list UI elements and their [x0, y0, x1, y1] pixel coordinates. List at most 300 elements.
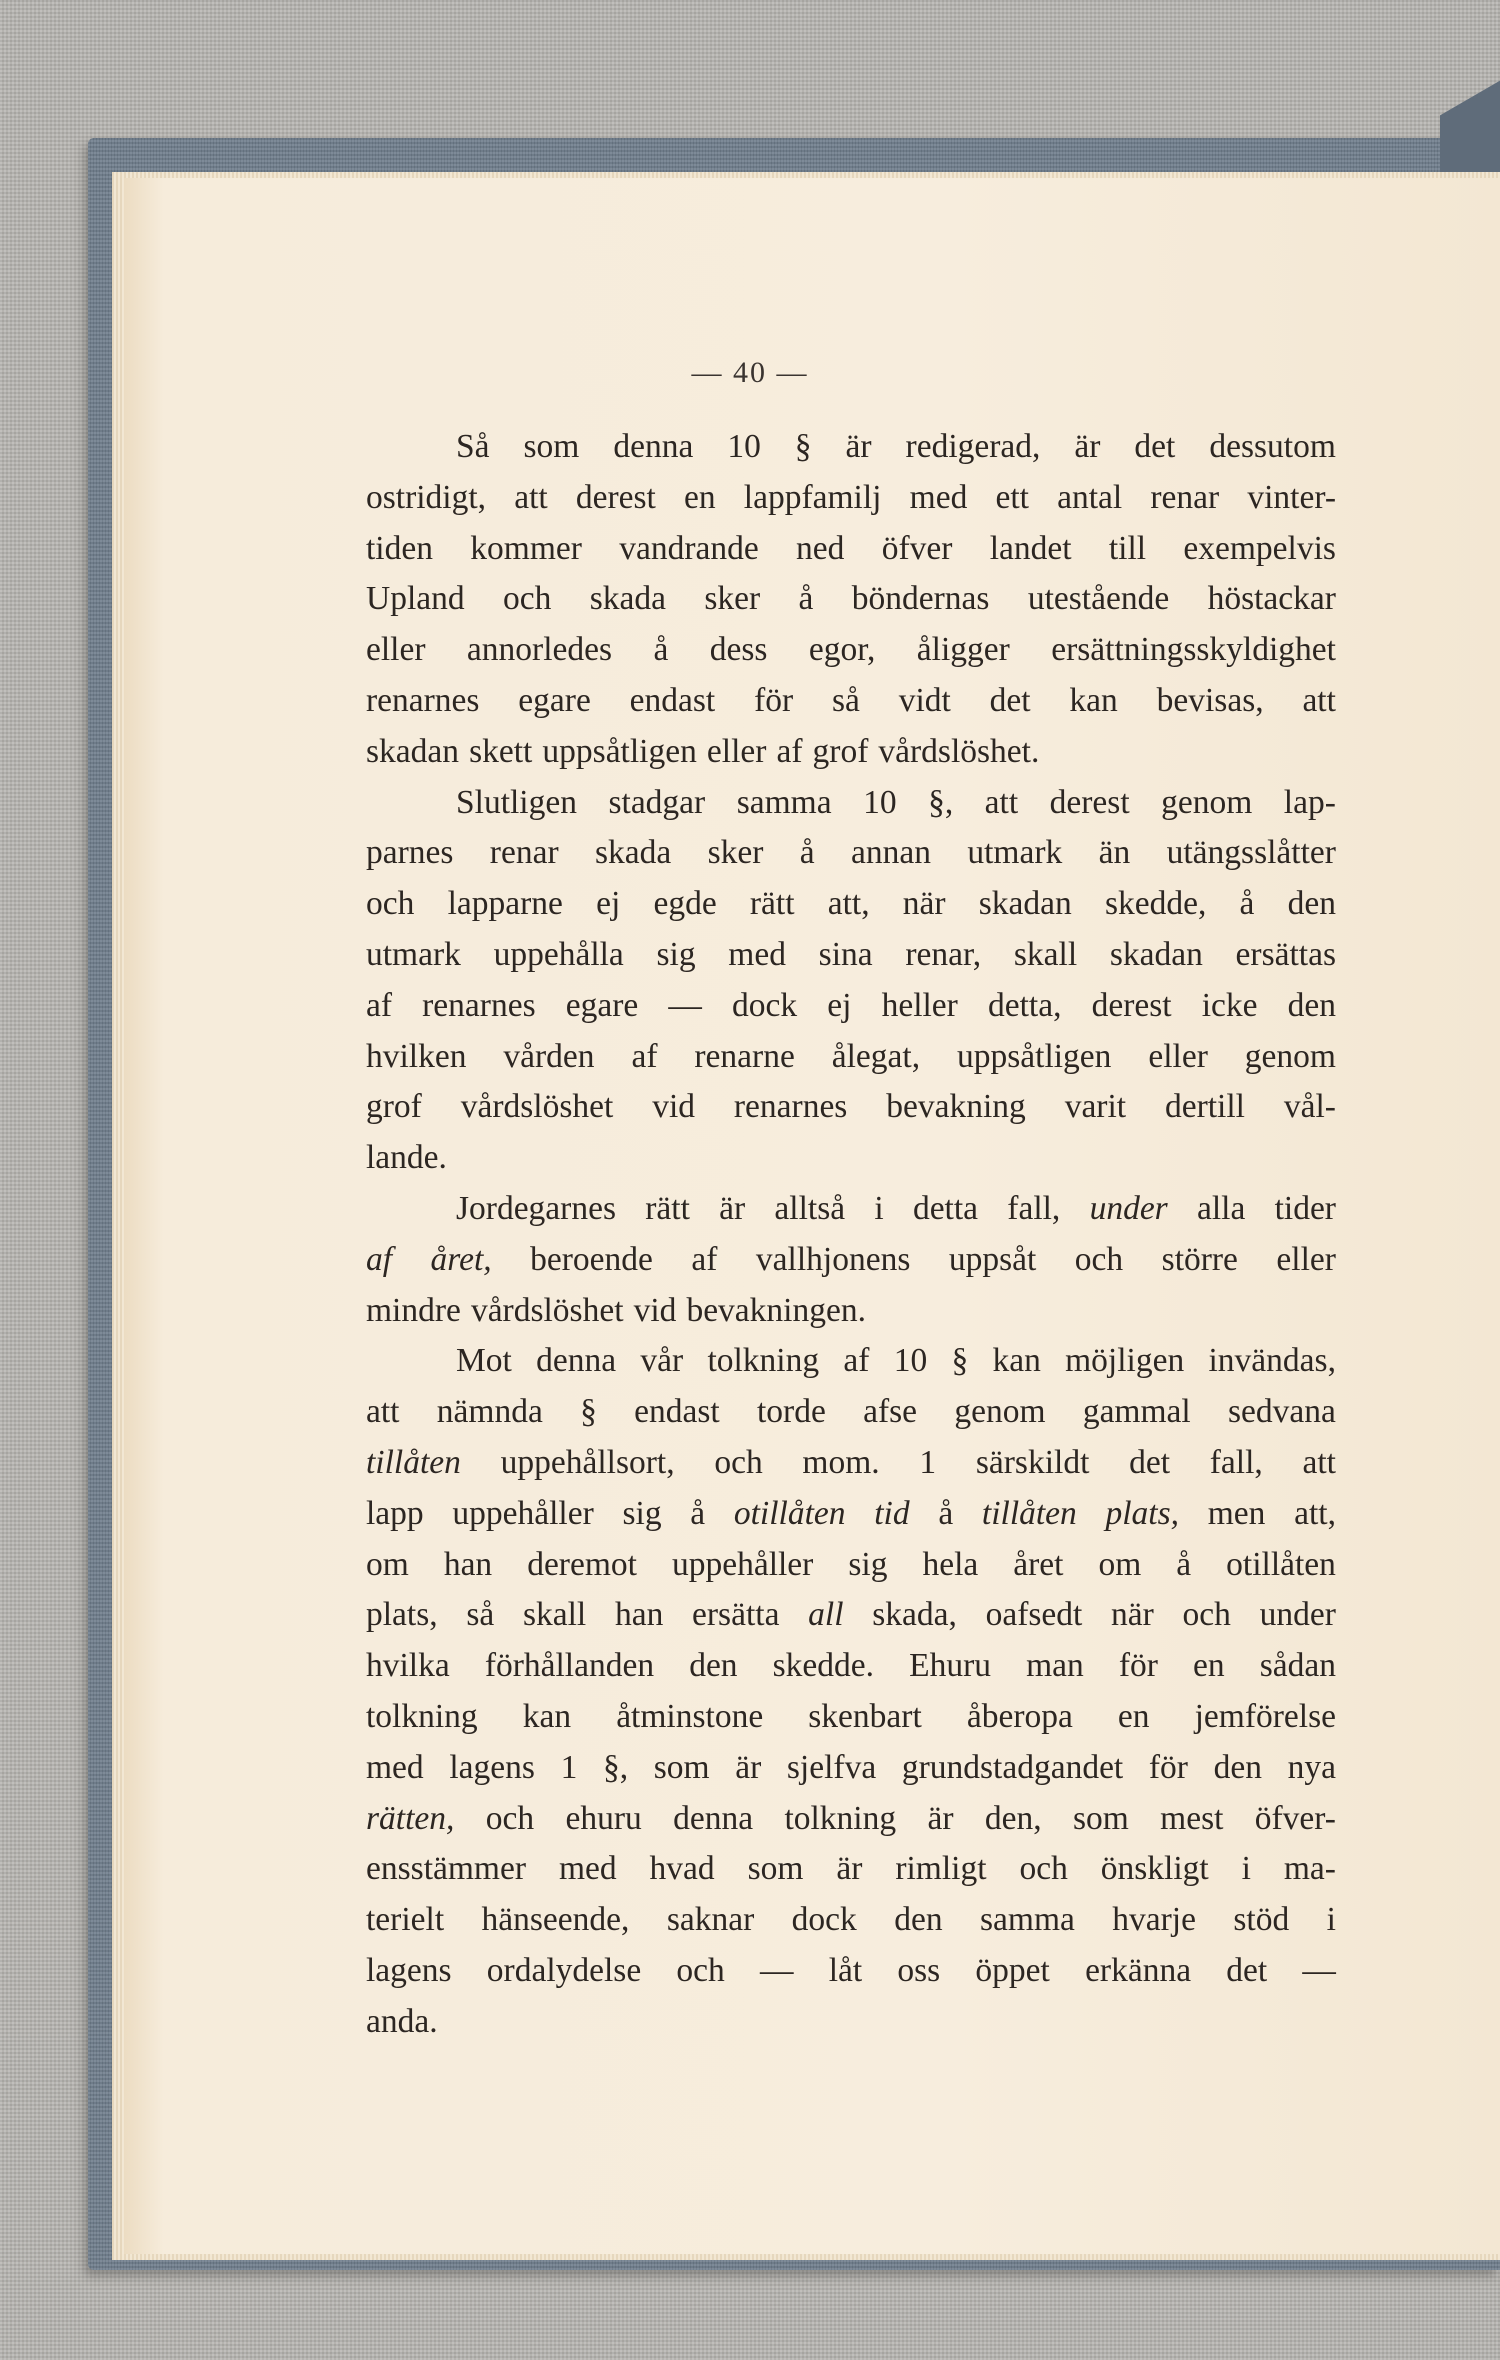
- word: nya: [1287, 1748, 1336, 1786]
- word: detta: [912, 1189, 979, 1227]
- word: när: [902, 885, 946, 923]
- word: Så: [456, 428, 490, 465]
- word: önskligt: [1100, 1850, 1209, 1888]
- word: å: [690, 1494, 706, 1532]
- word: det: [1226, 1951, 1268, 1989]
- text-line: [366, 981, 1336, 1032]
- word: sina: [818, 935, 873, 973]
- word: af: [366, 1240, 393, 1278]
- word: utängsslåtter: [1166, 834, 1336, 872]
- word: för: [1148, 1748, 1188, 1786]
- word: han: [614, 1596, 664, 1634]
- word: att: [366, 1393, 400, 1431]
- word: landet: [989, 529, 1072, 567]
- word: samma: [979, 1901, 1075, 1939]
- word: Upland: [366, 580, 465, 618]
- word: när: [1111, 1596, 1154, 1634]
- text-line: [366, 1540, 1336, 1591]
- word: under: [1259, 1596, 1336, 1634]
- text-line: [366, 422, 1336, 473]
- word: är: [1074, 428, 1101, 465]
- word: året,: [430, 1240, 492, 1278]
- word: om: [366, 1545, 409, 1583]
- word: att,: [827, 885, 870, 923]
- word: uppehållsort,: [500, 1443, 675, 1481]
- word: åligger: [916, 631, 1010, 669]
- word: att: [1302, 681, 1336, 719]
- word: vid: [633, 1291, 677, 1329]
- word: och: [366, 885, 415, 923]
- word: invändas,: [1208, 1342, 1336, 1380]
- word: skada: [589, 580, 666, 618]
- word: är: [927, 1799, 954, 1837]
- word: denna: [536, 1342, 617, 1380]
- word: rätten,: [366, 1799, 455, 1837]
- word: å: [653, 631, 669, 669]
- word: och: [714, 1443, 763, 1481]
- word: skall: [522, 1596, 587, 1634]
- word: icke: [1201, 986, 1258, 1024]
- word: Ehuru: [909, 1647, 991, 1685]
- word: det: [1134, 428, 1176, 465]
- text-line: [366, 1590, 1336, 1641]
- word: beroende: [530, 1240, 653, 1278]
- word: parnes: [366, 834, 454, 872]
- text-line: [366, 1997, 1336, 2048]
- word: erkänna: [1085, 1951, 1192, 1989]
- word: möjligen: [1065, 1342, 1185, 1380]
- word: af: [366, 986, 393, 1024]
- word: grundstadgandet: [901, 1748, 1124, 1786]
- word: kommer: [470, 529, 582, 567]
- word: plats,: [366, 1596, 438, 1634]
- word: oafsedt: [985, 1596, 1083, 1634]
- word: så: [831, 681, 860, 719]
- word: bevisas,: [1156, 681, 1264, 719]
- text-line: [366, 1082, 1336, 1133]
- word: egare: [565, 986, 639, 1024]
- word: skadan: [978, 885, 1072, 923]
- word: renar: [489, 834, 559, 872]
- word: egare: [518, 681, 591, 719]
- word: att: [1302, 1443, 1336, 1481]
- word: plats,: [1105, 1494, 1180, 1532]
- word: gammal: [1082, 1393, 1191, 1431]
- word: rätt: [645, 1189, 690, 1227]
- word: hänseende,: [481, 1901, 630, 1939]
- word: sig: [656, 935, 696, 973]
- word: egor,: [808, 631, 876, 669]
- word: att,: [1294, 1494, 1336, 1532]
- word: genom: [954, 1393, 1046, 1431]
- word: ersätta: [692, 1596, 780, 1634]
- word: lapp: [366, 1494, 424, 1532]
- word: detta,: [987, 986, 1062, 1024]
- word: redigerad,: [905, 428, 1041, 465]
- page-number: — 40 —: [691, 356, 809, 389]
- text-line: [366, 1641, 1336, 1692]
- word: å: [1176, 1545, 1192, 1583]
- word: endast: [629, 681, 716, 719]
- word: som: [1072, 1799, 1129, 1837]
- word: till: [1108, 529, 1147, 567]
- word: uppsåtligen: [542, 732, 697, 770]
- word: all: [808, 1596, 844, 1634]
- word: skadan: [366, 732, 460, 770]
- word: —: [668, 986, 702, 1024]
- word: men: [1207, 1494, 1266, 1532]
- word: heller: [881, 986, 958, 1024]
- word: öfver-: [1254, 1799, 1336, 1837]
- text-line: [366, 1438, 1336, 1489]
- word: tiden: [366, 529, 433, 567]
- word: lagens: [449, 1748, 535, 1786]
- word: särskildt: [975, 1443, 1090, 1481]
- word: annan: [851, 834, 932, 872]
- word: å: [938, 1494, 954, 1532]
- word: eller: [366, 631, 426, 669]
- word: om: [1098, 1545, 1142, 1583]
- text-line: [366, 473, 1336, 524]
- word: å: [798, 580, 814, 618]
- text-line: [366, 1489, 1336, 1540]
- word: ålegat,: [831, 1037, 921, 1075]
- word: bevakningen.: [686, 1291, 866, 1329]
- word: §,: [928, 783, 954, 821]
- text-line: [366, 1946, 1336, 1997]
- word: alla: [1196, 1189, 1246, 1227]
- word: ordalydelse: [486, 1951, 642, 1989]
- word: vidt: [898, 681, 951, 719]
- word: §,: [602, 1748, 629, 1786]
- word: ersättas: [1235, 935, 1336, 973]
- word: under: [1089, 1189, 1168, 1227]
- text-line: [366, 1794, 1336, 1845]
- word: uppsåt: [948, 1240, 1037, 1278]
- word: fall,: [1209, 1443, 1263, 1481]
- word: 10: [727, 428, 761, 465]
- word: hvilken: [366, 1037, 467, 1075]
- word: §: [794, 428, 812, 465]
- text-line: [366, 1692, 1336, 1743]
- word: är: [719, 1189, 746, 1227]
- text-line: [366, 930, 1336, 981]
- word: ett: [995, 478, 1029, 516]
- word: åberopa: [966, 1697, 1073, 1735]
- word: renar,: [905, 935, 982, 973]
- word: mom.: [802, 1443, 880, 1481]
- word: ersättningsskyldighet: [1051, 631, 1336, 669]
- text-line: [366, 574, 1336, 625]
- word: är: [836, 1850, 863, 1888]
- word: förhållanden: [484, 1647, 655, 1685]
- word: Slutligen: [456, 783, 577, 821]
- word: ensstämmer: [366, 1850, 527, 1888]
- word: terielt: [366, 1901, 445, 1939]
- word: renarnes: [422, 986, 536, 1024]
- word: i: [1326, 1901, 1336, 1939]
- word: grof: [366, 1088, 422, 1126]
- word: tolkning: [707, 1342, 820, 1380]
- word: med: [558, 1850, 617, 1888]
- word: —: [1302, 1951, 1336, 1989]
- word: 1: [560, 1748, 578, 1786]
- word: af: [691, 1240, 718, 1278]
- word: hela: [922, 1545, 979, 1583]
- word: kan: [992, 1342, 1041, 1380]
- word: tid: [874, 1494, 910, 1532]
- word: 1: [919, 1443, 937, 1481]
- word: i: [874, 1189, 884, 1227]
- word: vården: [503, 1037, 595, 1075]
- text-line: [366, 1184, 1336, 1235]
- text-line: [366, 1844, 1336, 1895]
- word: bevakning: [886, 1088, 1026, 1126]
- word: åtminstone: [616, 1697, 764, 1735]
- word: vid: [652, 1088, 695, 1126]
- word: genom: [1244, 1037, 1336, 1075]
- word: rätt: [749, 885, 795, 923]
- word: den: [1287, 986, 1336, 1024]
- word: deremot: [527, 1545, 637, 1583]
- word: och: [1019, 1850, 1068, 1888]
- text-line: [366, 1286, 1336, 1337]
- word: otillåten: [733, 1494, 846, 1532]
- word: skada: [594, 834, 672, 872]
- word: samma: [736, 783, 832, 821]
- word: varit: [1064, 1088, 1127, 1126]
- word: låt: [828, 1951, 863, 1989]
- word: skall: [1013, 935, 1078, 973]
- word: tider: [1274, 1189, 1336, 1227]
- word: det: [1129, 1443, 1171, 1481]
- word: vandrande: [619, 529, 759, 567]
- word: tillåten: [981, 1494, 1077, 1532]
- word: jemförelse: [1194, 1697, 1336, 1735]
- text-line: [366, 1387, 1336, 1438]
- word: den: [894, 1901, 943, 1939]
- word: hvad: [649, 1850, 715, 1888]
- word: en: [684, 478, 716, 516]
- word: torde: [757, 1393, 826, 1431]
- word: derest: [1091, 986, 1172, 1024]
- text-line: [366, 1133, 1336, 1184]
- word: alltså: [774, 1189, 846, 1227]
- word: afse: [863, 1393, 918, 1431]
- word: skedde,: [1104, 885, 1207, 923]
- text-line: [366, 676, 1336, 727]
- text-line: [366, 828, 1336, 879]
- word: annorledes: [466, 631, 613, 669]
- word: i: [1241, 1850, 1251, 1888]
- word: och: [502, 580, 552, 618]
- word: skadan: [1109, 935, 1203, 973]
- word: §: [951, 1342, 969, 1380]
- word: höstackar: [1207, 580, 1336, 618]
- word: stöd: [1233, 1901, 1290, 1939]
- word: och: [1182, 1596, 1231, 1634]
- word: sådan: [1259, 1647, 1336, 1685]
- word: vårdslöshet.: [878, 732, 1040, 770]
- word: och: [485, 1799, 535, 1837]
- word: vårdslöshet: [470, 1291, 624, 1329]
- word: med: [366, 1748, 424, 1786]
- word: denna: [673, 1799, 754, 1837]
- word: §: [580, 1393, 597, 1431]
- text-line: [366, 1336, 1336, 1387]
- word: ostridigt,: [366, 478, 487, 516]
- word: sig: [848, 1545, 888, 1583]
- word: anda.: [366, 2002, 438, 2040]
- word: tolkning: [784, 1799, 897, 1837]
- word: kan: [1069, 681, 1118, 719]
- word: genom: [1161, 783, 1253, 821]
- word: lappfamilj: [743, 478, 882, 516]
- word: som: [523, 428, 580, 465]
- word: han: [443, 1545, 493, 1583]
- word: att: [514, 478, 548, 516]
- word: —: [760, 1951, 794, 1989]
- text-line: [366, 1895, 1336, 1946]
- word: öppet: [975, 1951, 1050, 1989]
- word: af: [843, 1342, 870, 1380]
- word: den: [1287, 885, 1336, 923]
- word: renarnes: [366, 681, 480, 719]
- word: lap-: [1283, 783, 1336, 821]
- word: lande.: [366, 1139, 447, 1177]
- word: så: [466, 1596, 495, 1634]
- word: man: [1026, 1647, 1084, 1685]
- text-line: [366, 1235, 1336, 1286]
- word: som: [747, 1850, 804, 1888]
- word: dessutom: [1209, 428, 1336, 465]
- word: böndernas: [851, 580, 990, 618]
- word: fall,: [1007, 1189, 1061, 1227]
- text-line: [366, 1743, 1336, 1794]
- word: 10: [893, 1342, 928, 1380]
- word: nämnda: [436, 1393, 543, 1431]
- word: antal: [1057, 478, 1123, 516]
- word: med: [909, 478, 968, 516]
- word: af: [776, 732, 803, 770]
- word: för: [1118, 1647, 1158, 1685]
- word: eller: [1148, 1037, 1208, 1075]
- word: eller: [706, 732, 767, 770]
- word: eller: [1276, 1240, 1336, 1278]
- word: större: [1161, 1240, 1238, 1278]
- word: å: [1239, 885, 1255, 923]
- word: är: [735, 1748, 762, 1786]
- word: sker: [704, 580, 761, 618]
- text-line: [366, 879, 1336, 930]
- word: vallhjonens: [755, 1240, 911, 1278]
- word: öfver: [881, 529, 953, 567]
- word: uppehåller: [671, 1545, 814, 1583]
- word: skada,: [872, 1596, 957, 1634]
- word: derest: [1049, 783, 1130, 821]
- word: ned: [796, 529, 845, 567]
- text-line: [366, 524, 1336, 575]
- word: uppehåller: [452, 1494, 594, 1532]
- word: den,: [984, 1799, 1042, 1837]
- word: utmark: [967, 834, 1063, 872]
- word: dess: [709, 631, 768, 669]
- word: tillåten: [366, 1443, 461, 1481]
- word: sedvana: [1228, 1393, 1336, 1431]
- text-line: [366, 625, 1336, 676]
- word: endast: [634, 1393, 720, 1431]
- word: kan: [522, 1697, 572, 1735]
- word: 10: [863, 783, 897, 821]
- word: renar: [1150, 478, 1220, 516]
- word: otillåten: [1226, 1545, 1336, 1583]
- word: utmark: [366, 935, 461, 973]
- word: vinter-: [1247, 478, 1336, 516]
- word: derest: [575, 478, 656, 516]
- word: dertill: [1164, 1088, 1245, 1126]
- word: af: [631, 1037, 658, 1075]
- text-line: [366, 778, 1336, 829]
- word: skedde.: [772, 1647, 875, 1685]
- word: denna: [613, 428, 694, 465]
- word: och: [1074, 1240, 1124, 1278]
- word: tolkning: [366, 1697, 478, 1735]
- word: Mot: [456, 1342, 512, 1380]
- word: mest: [1160, 1799, 1224, 1837]
- word: exempelvis: [1183, 529, 1336, 567]
- word: året: [1013, 1545, 1064, 1583]
- word: stadgar: [608, 783, 706, 821]
- word: vår: [640, 1342, 684, 1380]
- word: är: [845, 428, 872, 465]
- word: Jordegarnes: [456, 1189, 616, 1227]
- word: än: [1098, 834, 1131, 872]
- word: skett: [469, 732, 533, 770]
- word: för: [754, 681, 794, 719]
- word: en: [1117, 1697, 1150, 1735]
- word: vål-: [1283, 1088, 1336, 1126]
- word: saknar: [666, 1901, 755, 1939]
- body-text: [366, 422, 1336, 2048]
- word: skenbart: [808, 1697, 922, 1735]
- word: att: [984, 783, 1019, 821]
- word: sig: [622, 1494, 662, 1532]
- word: och: [676, 1951, 725, 1989]
- word: den: [689, 1647, 738, 1685]
- word: å: [799, 834, 815, 872]
- word: hvilka: [366, 1647, 450, 1685]
- word: sjelfva: [786, 1748, 877, 1786]
- word: vårdslöshet: [460, 1088, 614, 1126]
- word: en: [1192, 1647, 1225, 1685]
- text-line: [366, 1032, 1336, 1083]
- word: egde: [653, 885, 717, 923]
- word: oss: [897, 1951, 941, 1989]
- word: utestående: [1027, 580, 1170, 618]
- word: lapparne: [447, 885, 563, 923]
- word: dock: [732, 986, 798, 1024]
- word: grof: [812, 732, 869, 770]
- word: dock: [791, 1901, 857, 1939]
- word: hvarje: [1112, 1901, 1196, 1939]
- word: ehuru: [565, 1799, 642, 1837]
- word: rimligt: [895, 1850, 987, 1888]
- word: med: [728, 935, 786, 973]
- word: det: [989, 681, 1031, 719]
- word: renarne: [694, 1037, 795, 1075]
- word: ej: [596, 885, 621, 923]
- word: ma-: [1283, 1850, 1336, 1888]
